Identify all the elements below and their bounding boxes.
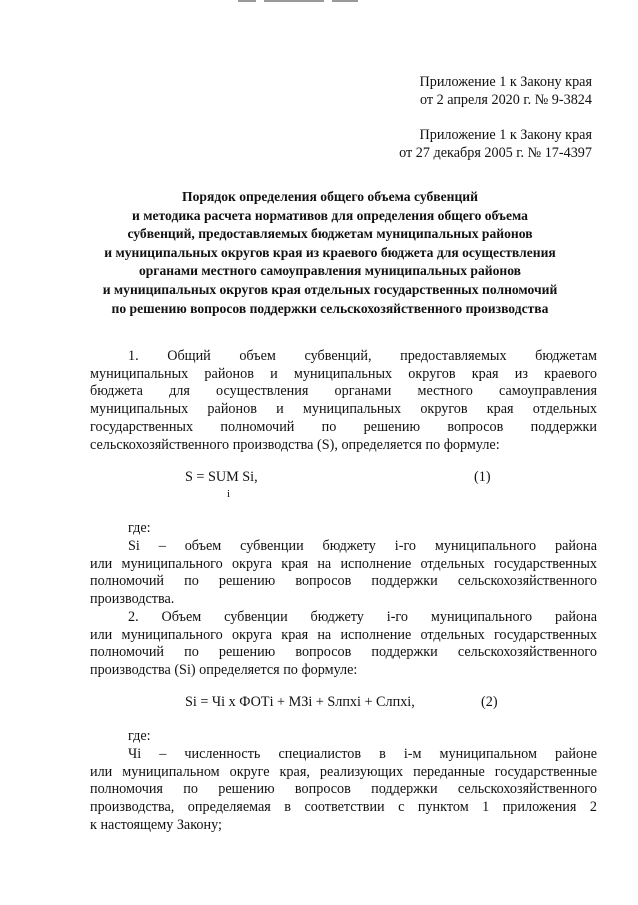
appendix-original-header [399, 127, 592, 162]
formula-1-subscript: i [227, 488, 231, 500]
paragraph-line: производства. [90, 591, 175, 608]
paragraph-line: муниципальных районов и муниципальных округов края отдельных [90, 401, 597, 418]
paragraph-2 [90, 609, 597, 680]
paragraph-line: 1. Общий объем субвенций, предоставляемых бюджетам [128, 348, 597, 364]
paragraph-1 [90, 348, 597, 454]
paragraph-line: 2. Объем субвенции бюджету i-го муниципального района [128, 609, 597, 625]
where-label-2: где: [128, 728, 151, 744]
paragraph-line: или муниципальном округе края, реализующих переданные государственные [90, 763, 597, 780]
paragraph-line: Чi – численность специалистов в i-м муниципальном районе [128, 746, 597, 762]
si-definition [90, 538, 597, 609]
scan-artifact-mark [238, 0, 358, 2]
appendix-current-line1: Приложение 1 к Закону края [419, 74, 592, 90]
formula-2-number: (2) [481, 694, 498, 710]
paragraph-line: полномочий по решению вопросов поддержки сельскохозяйственного [90, 644, 597, 661]
title-line: органами местного самоуправления муниципальных районов [138, 263, 522, 279]
paragraph-line: полномочия по решению вопросов поддержки сельскохозяйственного [90, 781, 597, 798]
paragraph-line: производства, определяемая в соответствии с пунктом 1 приложения 2 [90, 799, 597, 816]
appendix-current-header [420, 74, 593, 109]
title-line: и муниципальных округов края из краевого бюджета для осуществления [104, 244, 556, 260]
formula-1-number: (1) [474, 469, 491, 485]
where-label-1: где: [128, 520, 151, 536]
title-line: Порядок определения общего объема субвенций [182, 189, 478, 204]
paragraph-line: муниципальных районов и муниципальных округов края из краевого [90, 365, 597, 382]
paragraph-line: Si – объем субвенции бюджету i-го муниципального района [128, 538, 597, 554]
title-line: субвенций, предоставляемых бюджетам муниципальных районов [127, 226, 533, 242]
paragraph-line: или муниципального округа края на исполнение отдельных государственных [90, 555, 597, 572]
appendix-current-line2: от 2 апреля 2020 г. № 9-3824 [419, 91, 592, 108]
chi-definition [90, 746, 597, 835]
paragraph-line: бюджета для осуществления органами местного самоуправления [90, 383, 597, 400]
title-line: и муниципальных округов края отдельных государственных полномочий [102, 281, 558, 297]
title-line: по решению вопросов поддержки сельскохозяйственного производства [111, 300, 549, 316]
paragraph-line: к настоящему Закону; [90, 816, 222, 833]
paragraph-line: полномочий по решению вопросов поддержки сельскохозяйственного [90, 573, 597, 590]
appendix-original-line1: Приложение 1 к Закону края [419, 127, 592, 143]
paragraph-line: производства (Si) определяется по формуле: [90, 662, 358, 679]
appendix-original-line2: от 27 декабря 2005 г. № 17-4397 [399, 144, 592, 161]
document-title [60, 188, 600, 318]
paragraph-line: сельскохозяйственного производства (S), определяется по формуле: [90, 436, 500, 453]
title-line: и методика расчета нормативов для определения общего объема [132, 207, 528, 223]
paragraph-line: или муниципального округа края на исполнение отдельных государственных [90, 626, 597, 643]
formula-1: S = SUM Si, [185, 469, 258, 485]
paragraph-line: государственных полномочий по решению вопросов поддержки [90, 418, 597, 435]
formula-2: Si = Чi x ФОТi + МЗi + Sлпхi + Cлпхi, [185, 694, 415, 710]
